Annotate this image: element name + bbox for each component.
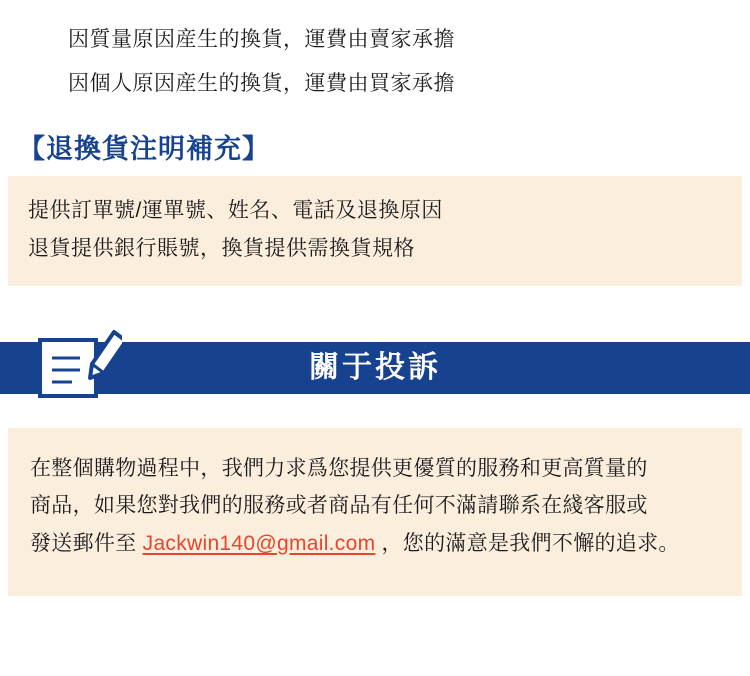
policy-line: 因個人原因産生的換貨，運費由買家承擔 bbox=[68, 71, 455, 95]
contact-email-link[interactable]: Jackwin140@gmail.com bbox=[142, 531, 376, 555]
complaint-banner-title: 關于投訴 bbox=[309, 351, 441, 385]
email-suffix-text: ，您的滿意是我們不懈的追求。 bbox=[375, 531, 680, 555]
return-note-line: 提供訂單號/運單號、姓名、電話及退換原因 bbox=[28, 199, 443, 222]
policy-line: 因質量原因産生的換貨，運費由賣家承擔 bbox=[68, 28, 455, 51]
return-note-block bbox=[8, 176, 742, 286]
complaint-body-line: 在整個購物過程中，我們力求爲您提供更優質的服務和更高質量的 bbox=[30, 457, 648, 481]
complaint-banner bbox=[0, 332, 750, 402]
email-prefix-text: 發送郵件至 bbox=[30, 531, 143, 555]
pencil-note-icon bbox=[36, 324, 122, 402]
complaint-body-block bbox=[8, 428, 742, 596]
return-note-heading: 【退換貨注明補充】 bbox=[18, 134, 270, 164]
complaint-body-line-with-email bbox=[8, 525, 742, 562]
shipping-policy-list bbox=[0, 0, 750, 105]
return-note-line: 退貨提供銀行賬號，換貨提供需換貨規格 bbox=[28, 237, 415, 261]
complaint-body-line: 商品，如果您對我們的服務或者商品有任何不滿請聯系在綫客服或 bbox=[30, 494, 648, 518]
